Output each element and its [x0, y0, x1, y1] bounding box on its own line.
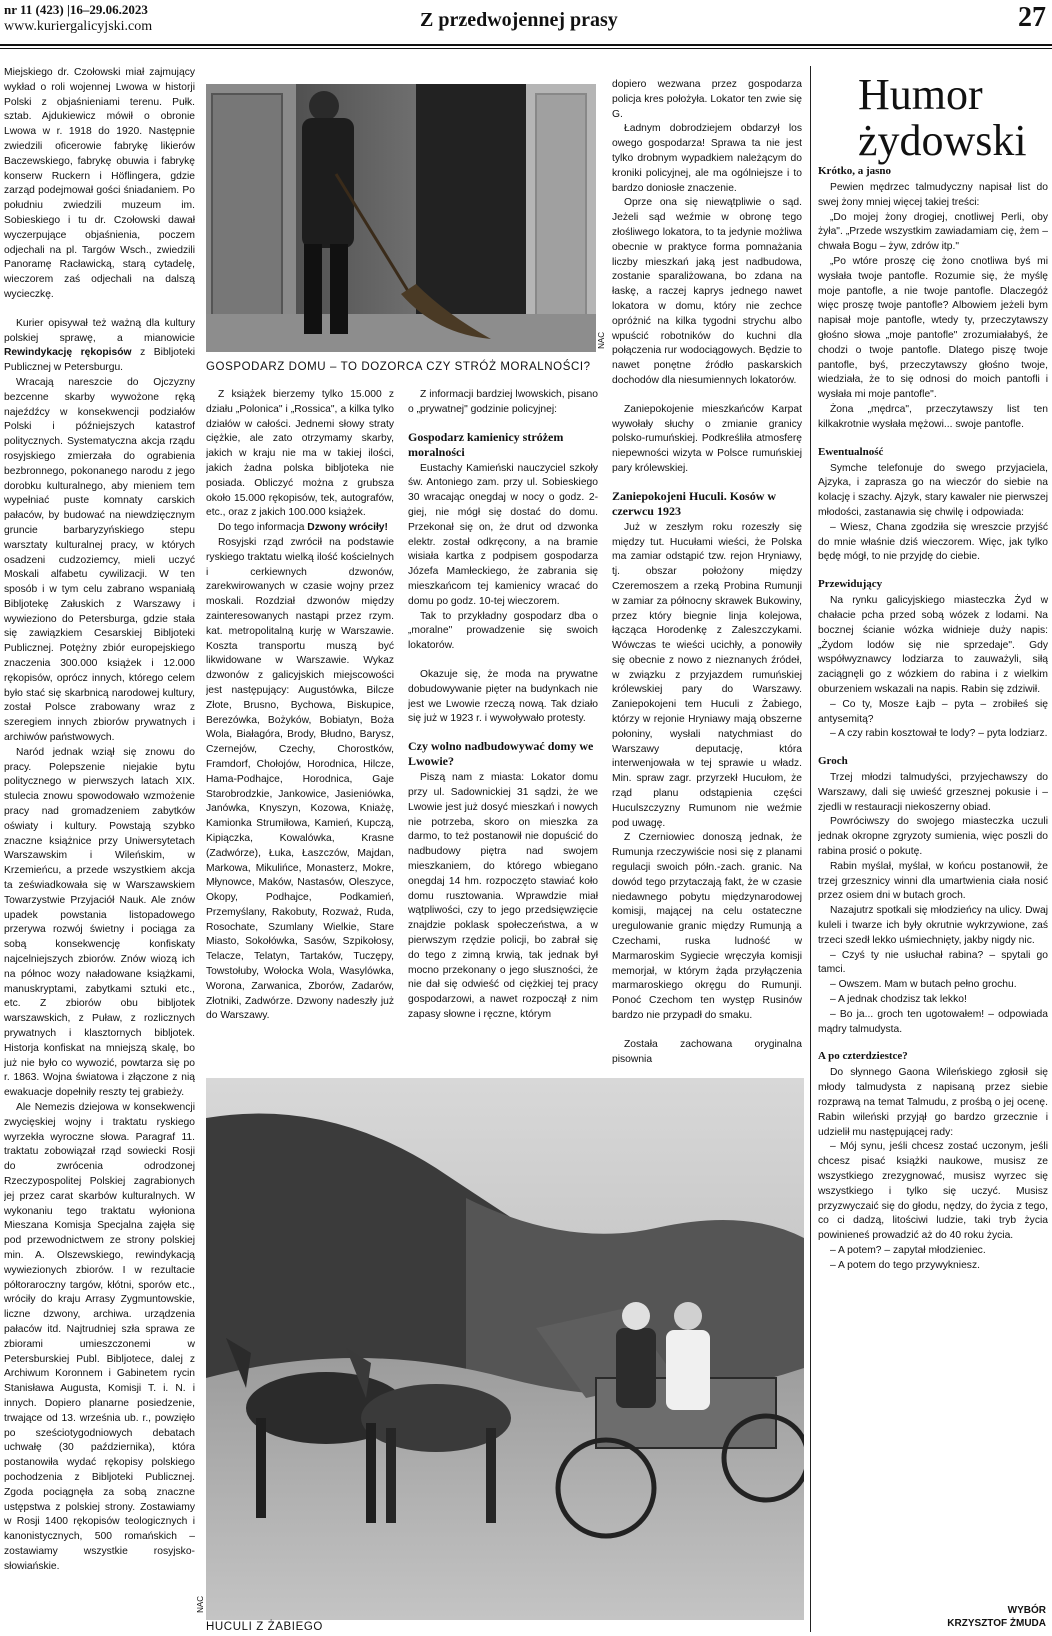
bold-phrase: Dzwony wróciły!	[307, 522, 388, 534]
article-column-3	[408, 388, 598, 1070]
paragraph: „Po wtóre proszę cię żono cnotliwa byś mi wysłała twoje pantofle. Rozumie się, że myślę moje pantofle, a nie twoje pantofle. Dlaczegóż więc proszę twoje pantofle? Albowiem jeżeli bym napisał moje pantofle, wtedy ty, przeczytawszy głośno słowa „moje pantofle" zrozumiałabyś, że chodzi o twoje pantofle. Dlatego piszę twoje pantofle, byś, przeczytawszy głośno twoje, wiedziała, że to się odnosi do moich pantofli i wysłała mi moje pantofle".	[818, 255, 1048, 401]
paragraph: Nazajutrz spotkali się młodzieńcy na ulicy. Dwaj kuleli i twarze ich były okrutnie wykrzywione, zaś trzeci szedł lekko uśmiechnięty, jakby nigdy nic.	[818, 905, 1048, 946]
site-url[interactable]: www.kuriergalicyjski.com	[4, 19, 153, 34]
signature-author: KRZYSZTOF ŻMUDA	[947, 1618, 1046, 1629]
paragraph: Z książek bierzemy tylko 15.000 z działu „Polonica" i „Rossica", a kilka tylko działów w całości. Jednemi słowy straty ciężkie, ale zato otrzymamy skarby, jakich w kraju nie ma w takiej ilości, jakich żadna polska bibljoteka nie posiada. Obliczyć można z grubsza około 15.000 rękopisów, tek, autografów, etc., oraz z jakich 100.000 książek.	[206, 389, 394, 519]
joke-title: Ewentualność	[818, 445, 884, 458]
humor-title: Humor żydowski	[858, 70, 1027, 165]
bold-phrase: Rewindykację rękopisów	[4, 347, 132, 359]
paragraph: Zaniepokojenie mieszkańców Karpat wywołały słuchy o zmianie granicy polsko-rumuńskiej. Podkreśliła atmosferę niepewności wizyta w Polsce rumuńskiej pary królewskiej.	[612, 403, 802, 474]
photo-caption: GOSPODARZ DOMU – TO DOZORCA CZY STRÓŻ MORALNOŚCI?	[206, 361, 591, 373]
signature	[947, 1604, 1046, 1630]
paragraph: Ale Nemezis dziejowa w konsekwencji zwycięskiej wojny i traktatu ryskiego wyrzekła wyroczne słowa. Paragraf 11. traktatu zobowiązał rząd sowiecki Rosji do zwrócenia odrodzonej Rzeczypospolitej Polskiej zagrabionych jej przez carat skarbów kulturalnych. W wykonaniu tego traktatu wyłoniona Mieszana Komisja Specjalna zajęła się pod przewodnictwem ze strony polskiej min. A. Olszewskiego, rewindykacją wywiezionych zbiorów. I w rezultacie półtoraroczny targów, kłótni, sporów etc., wróciły do kraju Arrasy Zygmuntowskie, liczne dzwony, archiwa. urządzenia pałaców itd. Najtrudniej szła sprawa ze zbiorami umieszczonemi w Petersburskiej Publ. Bibljotece, dalej z Archiwum Koronnem i Gabinetem rycin Stanisława Augusta, Komisji T. i. N. i innych. Dopiero planarne posiedzenie, trwające od 13. września ub. r., powzięło po sześciotygodniowych debatach uchwałę (30 października), która postanowiła wydać rękopisy polskiego pochodzenia z Bibljoteki Publicznej. Zgoda pociągnęła za sobą znaczne ustępstwa z polskiej strony. Zostawiamy w Rosji 1400 rękopisów teologicznych i kanonistycznych, 500 romańskich – zostawiamy wszystkie rosyjsko-słowiańskie.	[4, 1101, 195, 1572]
paragraph: Naród jednak wziął się znowu do pracy. Polepszenie niejakie bytu politycznego w pierwszych latach XIX. stulecia znowu spowodowało wzmożenie pracy nad gromadzeniem zabytków oświaty i kultury. Powstają szybko znaczne książnice przy Uniwersytetach Warszawskim i Wileńskim, w Krzemieńcu, a przede wszystkiem akcja ta zeświadkowała się w Warszawskiem Towarzystwie Przyjaciół Nauk. Ale znów upadek powstania listopadowego przerywa rozwój świetny i pociąga za sobą konsekwencję konfiskaty najcelniejszych zbiorów. Znów wiozą ich na północ wozy naładowane książkami, manuskryptami, zabytkami sztuki etc., etc. Z zbiorów obu bibljotek warszawskich, z Puław, z rozlicznych prywatnych i klasztornych bibljotek. Historja konfiskat na mniejszą skalę, bo już nie było co wywozić, powtarza się po r. 1863. Wojna światowa i złączone z nią ewakuacje dopełniły reszty tej grabieży.	[4, 746, 195, 1099]
photo-gospodarz-image	[206, 84, 596, 352]
paragraph: Tak to przykładny gospodarz dba o „moralne" prowadzenie się swoich lokatorów.	[408, 610, 598, 652]
paragraph: Na rynku galicyjskiego miasteczka Żyd w chałacie pcha przed sobą wózek z lodami. Na bocznej ścianie wózka widnieje duży napis: „Żydom lodów się nie sprzedaje". Gdy współwyznawcy lodziarza to zauważyli, siłą zaciągnęli go z wózkiem do rabina i z wielkim oburzeniem wskazali na napis. Rabin się zdziwił.	[818, 595, 1048, 695]
paragraph: Żona „mędrca", przeczytawszy list ten kilkakrotnie wysłała mężowi... swoje pantofle.	[818, 403, 1048, 430]
paragraph: Już w zeszłym roku rozeszły się między tut. Hucułami wieści, że Polska ma zamiar odstąpić tzw. rejon Hryniawy, tj. obszar położony między Czeremoszem a rzeką Probina Rumunji w zamiar za północny skrawek Bukowiny, przez który biegnie linja kolejowa, łącząca Horodenkę z Zaleszczykami. Wówczas te wieści ucichły, a ponowiły się obecnie z nowo z nieznanych źródeł, w związku z przyjazdem rumuńskiej królewskiej pary do Warszawy. Zaniepokojeni tem Huculi z Żabiego, którzy w rejonie Hryniawy mają obszerne połoniny, wysłali natychmiast do Warszawy deputację, która interwenjowała w tej sprawie u władz. Min. spraw zagr. przyrzekł Hucułom, że rząd planu odstąpienia części Huculszczyzny Rumunom nie weźmie pod uwagę.	[612, 521, 802, 829]
paragraph: Oprze ona się niewątpliwie o sąd. Jeżeli sąd weźmie w obronę tego złośliwego lokatora, to ta jedynie możliwa obecnie w praktyce forma pomnażania liczby mieszkań jaką jest nadbudowa, zostanie sparaliżowana, bo zdana na łaskę, a raczej kaprys jednego nawet lokatora w domu, który nie zechce opróżnić na kilka tygodni strychu albo wpuścić robotników do kuchni dla połączenia rur wodociągowych. Będzie to nawet ponętne źródło paskarskich dochodów dla niesumiennych lokatorów.	[612, 197, 802, 386]
paragraph: – Wiesz, Chana zgodziła się wreszcie przyjść do mnie właśnie dziś wieczorem. Więc, jak tylko będę mógł, to nie przyjdę do ciebie.	[818, 521, 1048, 563]
article-column-4	[612, 78, 802, 1070]
joke-title: A po czterdziestce?	[818, 1050, 908, 1063]
paragraph: – A czy rabin kosztował te lody? – pyta lodziarz.	[830, 728, 1048, 740]
photo-gospodarz	[206, 84, 596, 352]
paragraph: Okazuje się, że moda na prywatne dobudowywanie pięter na budynkach nie jest we Lwowie rzeczą nową. Tak działo się już w 1923 r. i wywoływało protesty.	[408, 668, 598, 725]
paragraph: – A jednak chodzisz tak lekko!	[830, 994, 967, 1006]
photo-credit: NAC	[597, 332, 606, 349]
photo-huculi-image	[206, 1078, 804, 1620]
humor-column	[818, 164, 1048, 1606]
paragraph: – Bo ja... groch ten ugotowałem! – odpowiada mądry talmudysta.	[818, 1008, 1048, 1035]
paragraph: „Do mojej żony drogiej, cnotliwej Perli, oby żyła". „Przede wszystkim zawiadamiam cię, żem – chwała Bogu – żyw, zdrów itp."	[818, 211, 1048, 253]
joke-title: Groch	[818, 755, 848, 768]
photo-credit: NAC	[196, 1596, 205, 1613]
paragraph: Rabin myślał, myślał, w końcu postanowił, że trzej grzesznicy winni dla umartwienia ciała nosić przez osiem dni w butach groch.	[818, 860, 1048, 902]
paragraph: Rosyjski rząd zwrócił na podstawie ryskiego traktatu wielką ilość kościelnych i cerkiewnych dzwonów, zarekwirowanych w czasie wojny przez moskali. Rozdział dzwonów między zainteresowanych nastąpi przez rzym. kat. metropolitalną kurję w Warszawie. Koszta transportu muszą być likwidowane w Warszawie. Wykaz dzwonów z galicyjskich miejscowości jest następujący: Augustówka, Bilcze Złote, Brusno, Bychowa, Biskupice, Berezówka, Bożyków, Bobiatyn, Boża Wola, Białagóra, Brody, Błudno, Barysz, Czernejów, Czechy, Chorostków, Framdorf, Chołojów, Horodnica, Hilcze, Hama-Podhajce, Horodnica, Gaje Starobrodzkie, Jankowice, Jasieniówka, Janówka, Knyszyn, Kozowa, Kniażę, Kamionka Strumiłowa, Kamień, Kupczą, Kipiączka, Kowalówka, Krasne (Zadwórze), Łuka, Łaszczów, Majdan, Markowa, Mikulińce, Monasterz, Mokre, Młynowce, Maków, Nastasów, Oleszyce, Okopy, Podhajce, Podkamień, Przemyślany, Rakobuty, Rozważ, Ruda, Rosochate, Szumlany Wielkie, Stare Miasto, Sokołówka, Sasów, Szpikołosy, Telacze, Telatyn, Tartaków, Tuczępy, Towstołuby, Wołocka Wola, Wasylówka, Worona, Zarwanica, Zborów, Zadarów, Złotniki, Zadwórze. Dzwony nadeszły już do Warszawy.	[206, 536, 394, 1022]
subheading: Czy wolno nadbudowywać domy we Lwowie?	[408, 739, 594, 769]
paragraph: – Czyś ty nie usłuchał rabina? – spytali go tamci.	[818, 949, 1048, 976]
paragraph: Została zachowana oryginalna pisownia	[612, 1038, 802, 1065]
paragraph: Piszą nam z miasta: Lokator domu przy ul. Sadownickiej 31 sądzi, że we Lwowie jest już dosyć mieszkań i nowych nie potrzeba, skoro on mieszka za darmo, to też postanowił nie dopuścić do nadbudowy piętra nad swojem mieszkaniem, do którego wbiegano onegdaj 14 hm. rozpoczęto stawiać koło domu rusztowania. Wprawdzie miał wątpliwości, czy to jego przedsięwzięcie znajdzie poklask społeczeństwa, a w pierwszym rzędzie policji, bo zabrał się do tego z zimną krwią, tak jednak był mocno przekonany o jego słuszności, że nie dał się odwieść od ciężkiej tej pracy gospodarzowi, a nawet rozpoczął z nim zapasy słowne i ręczne, którym	[408, 772, 598, 1020]
section-title: Z przedwojennej prasy	[420, 9, 618, 31]
paragraph: Z informacji bardziej lwowskich, pisano o „prywatnej" godzinie policyjnej:	[408, 389, 598, 415]
column-divider	[810, 66, 811, 1632]
paragraph: – Mój synu, jeśli chcesz zostać uczonym, jeśli chcesz pisać książki naukowe, musisz ze wszystkiego zrezygnować, musisz wyrzec się wszystkiego i tylko się uczyć. Musisz przyzwyczaić się do głodu, nędzy, do życia z tego, co ci dadzą, litościwi ludzie, taki tryb życia powinieneś prowadzić aż do 40 roku życia.	[818, 1141, 1048, 1242]
paragraph: Ładnym dobrodziejem obdarzył los owego gospodarza! Sprawa ta nie jest tylko drobnym wypadkiem należącym do kroniki policyjnej, ale ma ogólniejsze i to bardzo doniosłe znaczenie.	[612, 123, 802, 194]
header-rule	[0, 44, 1052, 46]
paragraph: Miejskiego dr. Czołowski miał zajmujący wykład o roli wojennej Lwowa w historji Polski z objaśnieniami terenu. Pułk. sztab. Ajdukiewicz mówił o obronie Lwowa w r. 1918 do 1920. Następnie zwiedzili oficerowie fabrykę likierów Baczewskiego, fabrykę obuwia i fabrykę konserw Ruckern i Höflingera, gdzie zarząd podejmował gości śniadaniem. Po południu zwiedzili muzeum im. Sobieskiego i tu dr. Czołowski dawał wyczerpujące objaśnienia, poczem odjechali na pl. Targów Wsch., zwiedzili Panoramę Racławicką, starą cytadelę, wieczorem zaś odjechali na dalszą wycieczkę.	[4, 67, 195, 300]
paragraph: – Co ty, Mosze Łajb – pyta – zrobiłeś się antysemitą?	[818, 698, 1048, 725]
page-number: 27	[1018, 2, 1046, 33]
paragraph: Pewien mędrzec talmudyczny napisał list do swej żony mniej więcej takiej treści:	[818, 182, 1048, 208]
paragraph: Wracają nareszcie do Ojczyzny bezcenne skarby wywożone ręką najeźdźcy w konsekwencji podziałów Polski i późniejszych katastrof politycznych. Systematyczna akcja rządu rosyjskiego zmierzała do ograbienia bezbronnego, pokonanego narodu z jego dorobku kulturalnego, aby mieniem tem wypełniać puste komnaty carskich pałaców, by budować na niewdzięcznym gruncie barbaryzyńskiego stepu warsztaty kulturalnej pracy, w których osadzeni cudzoziemcy, mieli uczyć Moskali alfabetu cywilizacji. W ten sposób i w tym celu zabrano wspaniałą Bibljotekę Załuskich z Warszawy i wywieziono do Petersburga, gdzie stała się zawiązkiem Cesarskiej Bibljoteki Publicznej. Potężny zbiór europejskiego znaczenia 300.000 książek i 12.000 rękopisów, oprócz innych, którego celem było stać się skarbnicą narodowej kultury, został Polsce zrabowany wraz z szeregiem innych zbiorów prywatnych i archiwów państwowych.	[4, 376, 195, 744]
photo-huculi	[206, 1078, 804, 1620]
subheading: Gospodarz kamienicy stróżem moralności	[408, 429, 564, 459]
paragraph: Trzej młodzi talmudyści, przyjechawszy do Warszawy, dali się uwieść grzesznej pokusie i – zjedli w restauracji niekoszerny obiad.	[818, 772, 1048, 813]
paragraph: dopiero wezwana przez gospodarza policja kres położyła. Lokator ten zwie się G.	[612, 79, 802, 120]
article-column-2	[206, 388, 394, 1070]
signature-label: WYBÓR	[1007, 1605, 1046, 1616]
paragraph: – A potem do tego przywykniesz.	[830, 1259, 980, 1271]
paragraph: Kurier opisywał też ważną dla kultury polskiej sprawę, a mianowicie Rewindykację rękopisów z Bibljoteki Publicznej w Petersburgu.	[4, 317, 195, 374]
paragraph: Do słynnego Gaona Wileńskiego zgłosił się młody talmudysta z napisaną przez siebie rozprawą na temat Talmudu, z prośbą o jej ocenę. Rabin wileński przyjął go bardzo grzecznie i udzielił mu następującej rady:	[818, 1067, 1048, 1138]
article-column-1	[4, 66, 195, 1632]
paragraph: Do tego informacja Dzwony wróciły!	[218, 522, 388, 534]
header-rule-thin	[0, 48, 1052, 49]
paragraph: – Owszem. Mam w butach pełno grochu.	[830, 979, 1017, 991]
joke-title: Krótko, a jasno	[818, 165, 892, 177]
photo-caption: HUCULI Z ŻABIEGO	[206, 1621, 323, 1633]
joke-title: Przewidujący	[818, 578, 883, 591]
paragraph: Powróciwszy do swojego miasteczka uczuli jednak okropne zgryzoty sumienia, więc poszli do rabina prosić o pokutę.	[818, 816, 1048, 858]
paragraph: Eustachy Kamieński nauczyciel szkoły św. Antoniego zam. przy ul. Sobieskiego 30 wracając onegdaj w nocy o godz. 2-giej, nie mógł się dostać do domu. Przekonał się on, że drut od dzwonka elektr. został odkręcony, a na bramie wisiała kartka z podpisem gospodarza Józefa Mamłeckiego, że zabrania się mieszkańcom tej kamienicy wracać do domu po godz. 10-tej wieczorem.	[408, 462, 598, 607]
paragraph: Z Czerniowiec donoszą jednak, że Rumunja rzeczywiście nosi się z planami regulacji swoich półn.-zach. granic. Na dowód tego przytaczają fakt, że w czasie niedawnego pobytu międzynarodowej komisji, mającej na celu ostateczne uregulowanie granic między Rumunją a Czechami, ruska ludność w Marmaroskim Sygiecie wręczyła komisji memorjał, w którym żąda przyłączenia marmaroskiego okręgu do Rumunji. Ponoć Czechom ten występ Rusinów bardzo nie przypadł do smaku.	[612, 832, 802, 1022]
subheading: Zaniepokojeni Huculi. Kosów w czerwcu 1923	[612, 488, 777, 518]
issue-number: nr 11 (423) |16–29.06.2023	[4, 2, 148, 17]
paragraph: – A potem? – zapytał młodzieniec.	[830, 1245, 986, 1256]
paragraph: Symche telefonuje do swego przyjaciela, Ajzyka, i zaprasza go na wieczór do siebie na kolację i szachy. Ajzyk, stary kawaler nie pierwszej młodości, zastanawia się chwilę i odpowiada:	[818, 462, 1048, 518]
